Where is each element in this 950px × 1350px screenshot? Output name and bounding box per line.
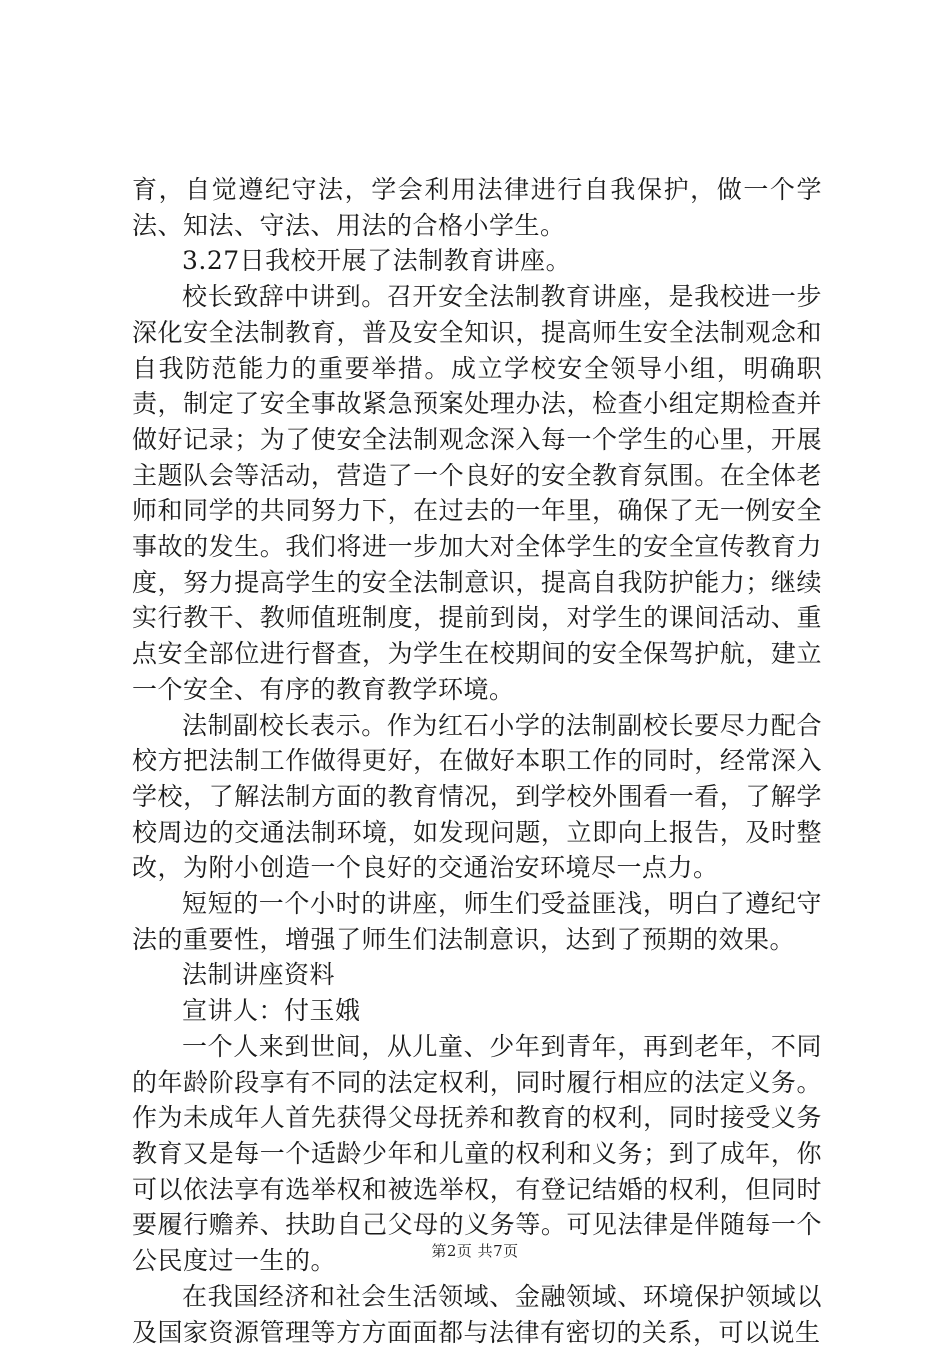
- document-body: [132, 172, 822, 1350]
- paragraph: 一个人来到世间，从儿童、少年到青年，再到老年，不同的年龄阶段享有不同的法定权利，同时履行相应的法定义务。作为未成年人首先获得父母抚养和教育的权利，同时接受义务教育又是每一个适龄少年和儿童的权利和义务；到了成年，你可以依法享有选举权和被选举权，有登记结婚的权利，但同时要履行赡养、扶助自己父母的义务等。可见法律是伴随每一个公民度过一生的。: [132, 1031, 822, 1276]
- paragraph: 3.27日我校开展了法制教育讲座。: [182, 246, 572, 276]
- paragraph: 短短的一个小时的讲座，师生们受益匪浅，明白了遵纪守法的重要性，增强了师生们法制意识，达到了预期的效果。: [132, 889, 822, 954]
- paragraph: 在我国经济和社会生活领域、金融领域、环境保护领域以及国家资源管理等方方面面都与法律有密切的关系，可以说生: [132, 1281, 822, 1347]
- paragraph: 宣讲人：付玉娥: [182, 996, 361, 1026]
- page-footer: 第2页 共7页: [431, 1242, 519, 1260]
- paragraph: 法制讲座资料: [182, 960, 336, 990]
- paragraph: 育，自觉遵纪守法，学会利用法律进行自我保护，做一个学法、知法、守法、用法的合格小学生。: [132, 175, 822, 240]
- paragraph: 校长致辞中讲到。召开安全法制教育讲座，是我校进一步深化安全法制教育，普及安全知识，提高师生安全法制观念和自我防范能力的重要举措。成立学校安全领导小组，明确职责，制定了安全事故紧急预案处理办法，检查小组定期检查并做好记录；为了使安全法制观念深入每一个学生的心里，开展主题队会等活动，营造了一个良好的安全教育氛围。在全体老师和同学的共同努力下，在过去的一年里，确保了无一例安全事故的发生。我们将进一步加大对全体学生的安全宣传教育力度，努力提高学生的安全法制意识，提高自我防护能力；继续实行教干、教师值班制度，提前到岗，对学生的课间活动、重点安全部位进行督查，为学生在校期间的安全保驾护航，建立一个安全、有序的教育教学环境。: [132, 282, 822, 704]
- paragraph: 法制副校长表示。作为红石小学的法制副校长要尽力配合校方把法制工作做得更好，在做好本职工作的同时，经常深入学校，了解法制方面的教育情况，到学校外围看一看，了解学校周边的交通法制环境，如发现问题，立即向上报告，及时整改，为附小创造一个良好的交通治安环境尽一点力。: [132, 710, 822, 883]
